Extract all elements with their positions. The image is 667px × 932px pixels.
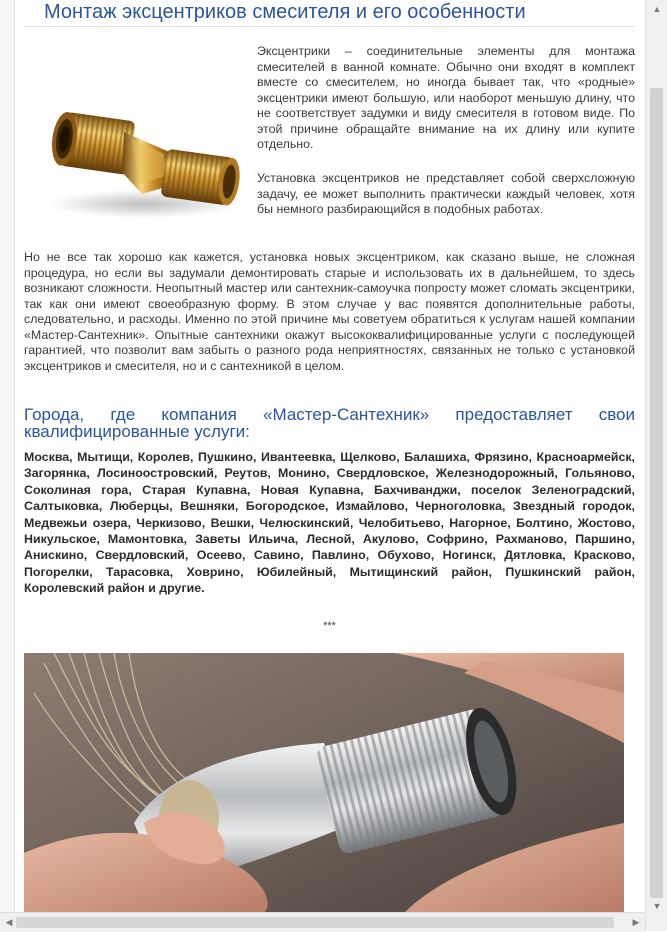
scroll-left-icon[interactable]: ◀ (5, 917, 13, 927)
left-edge-strip (0, 0, 15, 931)
horizontal-scrollbar[interactable] (0, 912, 645, 932)
intro-paragraph: Эксцентрики – соединительные элементы для монтажа смесителей в ванной комнате. Обычно они входят в комплект вместе со смесителем, но иногда бывает так, что «родные» эксцентрики имеют большую, или наоборот меньшую длину, что не соответствует задумки и виду смесителя в готовом виде. По этой причине обращайте внимание на их длину или купите отдельно. (257, 44, 635, 151)
flax-winding-image (24, 653, 624, 913)
company-paragraph: Но не все так хорошо как кажется, установка новых эксцентриком, как сказано выше, не сложная процедура, но если вы задумали демонтировать старые и использовать их в дальнейшем, то здесь возникают сложности. Неопытный мастер или сантехник-самоучка попросту может сломать эксцентрики, так как они имеют своеобразную форму. В этом случае у вас появятся дополнительные работы, следовательно, и расходы. Именно по этой причине мы советуем обратиться к услугам нашей компании «Мастер-Сантехник». Опытные сантехники окажут высококвалифицированные услуги с последующей гарантией, что позволит вам забыть о разного рода неприятностях, связанных не только с установкой эксцентриков и смесителя, но и с сантехникой в целом. (24, 250, 635, 373)
install-paragraph: Установка эксцентриков не представляет собой сверхсложную задачу, ее может выполнить практически каждый человек, хотя бы немного разбирающийся в подобных работах. (257, 171, 635, 216)
vertical-scrollbar[interactable] (645, 0, 667, 931)
title-divider (24, 26, 635, 27)
article (24, 0, 635, 931)
horizontal-scroll-thumb[interactable] (16, 917, 614, 928)
scroll-down-icon[interactable]: ▼ (652, 901, 662, 911)
scroll-right-icon[interactable]: ▶ (632, 917, 640, 927)
scroll-up-icon[interactable]: ▲ (652, 4, 662, 14)
page-title: Монтаж эксцентриков смесителя и его особенности (44, 1, 526, 23)
cities-list: Москва, Мытищи, Королев, Пушкино, Ивантеевка, Щелково, Балашиха, Фрязино, Красноармейск, Загорянка, Лосиноостровский, Реутов, Монино, Свердловское, Железнодорожный, Гольяново, Соколиная гора, Старая Купавна, Новая Купавна, Бахчиванджи, поселок Зеленоградский, Салтыковка, Люберцы, Вешняки, Богородское, Измайлово, Черноголовка, Звездный городок, Медвежьи озера, Черкизово, Вешки, Челюскинский, Челобитьево, Нагорное, Болтино, Жостово, Никульское, Мамонтовка, Заветы Ильича, Лесной, Акулово, Софрино, Рахманово, Паршино, Анискино, Свердловский, Осеево, Савино, Павлино, Обухово, Ногинск, Дятловка, Красково, Погорелки, Тарасовка, Ховрино, Юбилейный, Мытищинский район, Пушкинский район, Королевский район и другие. (24, 450, 635, 596)
brass-eccentric-image (24, 44, 254, 229)
vertical-scroll-thumb[interactable] (650, 88, 663, 898)
section-separator: *** (323, 620, 336, 632)
cities-heading: Города, где компания «Мастер-Сантехник» предоставляет свои квалифицированные услуги: (24, 405, 635, 441)
